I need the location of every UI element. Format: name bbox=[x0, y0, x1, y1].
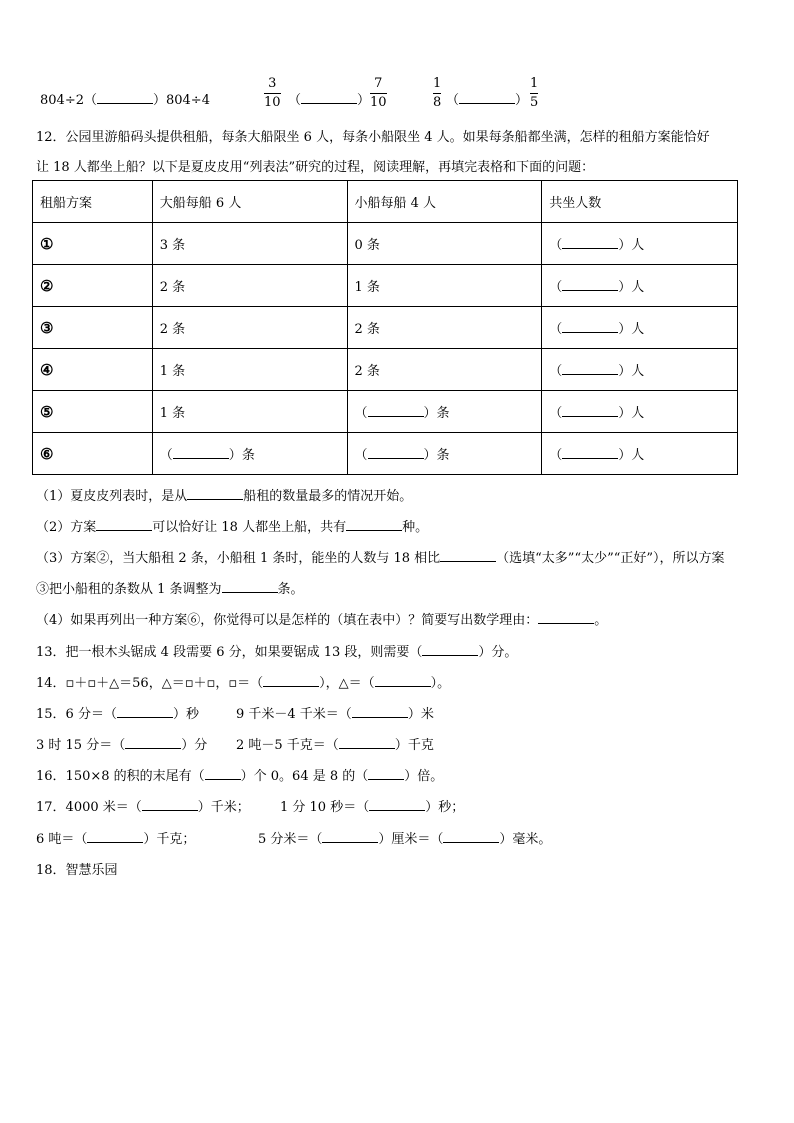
plan-number: ① bbox=[33, 223, 153, 265]
q12-text-line2: 让 18 人都坐上船？以下是夏皮皮用“列表法”研究的过程，阅读理解，再填完表格和下面的问题： bbox=[36, 160, 595, 175]
header-small-boat: 小船每船 4 人 bbox=[347, 181, 542, 223]
answer-blank[interactable] bbox=[352, 705, 408, 718]
compare-1-right: ）804÷4 bbox=[152, 93, 210, 108]
answer-blank[interactable] bbox=[322, 830, 378, 843]
small-boat-cell: （ ）条 bbox=[347, 433, 542, 475]
answer-blank[interactable] bbox=[346, 518, 402, 531]
answer-blank[interactable] bbox=[440, 549, 496, 562]
answer-blank[interactable] bbox=[375, 674, 431, 687]
answer-blank[interactable] bbox=[368, 446, 424, 459]
q15-line1-right: 9 千米－4 千米＝（ ）米 bbox=[236, 707, 434, 722]
answer-blank[interactable] bbox=[339, 736, 395, 749]
small-boat-cell: 2 条 bbox=[347, 349, 542, 391]
answer-blank[interactable] bbox=[96, 518, 152, 531]
big-boat-cell: （ ）条 bbox=[152, 433, 347, 475]
small-boat-cell: （ ）条 bbox=[347, 391, 542, 433]
q12-sub3-line1: （3）方案②，当大船租 2 条，小船租 1 条时，能坐的人数与 18 相比 （选填“太多”“太少”“正好”），所以方案 bbox=[36, 551, 725, 566]
small-boat-cell: 0 条 bbox=[347, 223, 542, 265]
answer-blank[interactable] bbox=[368, 767, 404, 780]
plan-number: ⑤ bbox=[33, 391, 153, 433]
answer-blank[interactable] bbox=[443, 830, 499, 843]
rental-table bbox=[32, 180, 738, 475]
compare-1-left: 804÷2（ bbox=[40, 93, 97, 108]
big-boat-cell: 2 条 bbox=[152, 265, 347, 307]
answer-blank[interactable] bbox=[222, 580, 278, 593]
answer-blank[interactable] bbox=[562, 320, 618, 333]
q12-sub3-line2: ③把小船租的条数从 1 条调整为 条。 bbox=[36, 582, 304, 597]
answer-blank[interactable] bbox=[562, 446, 618, 459]
table-row bbox=[33, 223, 738, 265]
small-boat-cell: 1 条 bbox=[347, 265, 542, 307]
fraction-3-10: 3 10 bbox=[264, 76, 281, 110]
compare-item-1 bbox=[40, 89, 210, 108]
q17-line2: 6 吨＝（ ）千克； bbox=[36, 832, 196, 847]
table-row bbox=[33, 349, 738, 391]
table-row bbox=[33, 307, 738, 349]
plan-number: ③ bbox=[33, 307, 153, 349]
total-cell: （ ）人 bbox=[542, 265, 738, 307]
answer-blank[interactable] bbox=[562, 362, 618, 375]
q12-sub2: （2）方案 可以恰好让 18 人都坐上船，共有 种。 bbox=[36, 520, 429, 535]
q17-line1: 17．4000 米＝（ ）千米； bbox=[36, 800, 250, 815]
compare-3-blank: （ ） bbox=[446, 93, 529, 108]
header-big-boat: 大船每船 6 人 bbox=[152, 181, 347, 223]
q15-line2-right: 2 吨－5 千克＝（ ）千克 bbox=[236, 738, 434, 753]
fraction-7-10: 7 10 bbox=[370, 76, 387, 110]
header-total: 共坐人数 bbox=[542, 181, 738, 223]
answer-blank[interactable] bbox=[97, 91, 153, 104]
answer-blank[interactable] bbox=[205, 767, 241, 780]
q15-line2: 3 时 15 分＝（ ）分 bbox=[36, 738, 208, 753]
q12-sub1: （1）夏皮皮列表时，是从 船租的数量最多的情况开始。 bbox=[36, 489, 413, 504]
q14: 14．▫＋▫＋△＝56，△＝▫＋▫，▫＝（ ），△＝（ ）。 bbox=[36, 676, 451, 691]
q12-sub4: （4）如果再列出一种方案⑥，你觉得可以是怎样的（填在表中）？简要写出数学理由： 。 bbox=[36, 613, 608, 628]
answer-blank[interactable] bbox=[368, 404, 424, 417]
total-cell: （ ）人 bbox=[542, 391, 738, 433]
fraction-1-8: 1 8 bbox=[433, 76, 442, 110]
fraction-1-5: 1 5 bbox=[530, 76, 539, 110]
answer-blank[interactable] bbox=[117, 705, 173, 718]
q17-line1-right: 1 分 10 秒＝（ ）秒； bbox=[280, 800, 465, 815]
q12-text-line1: 12．公园里游船码头提供租船，每条大船限坐 6 人，每条小船限坐 4 人。如果每条船都坐满，怎样的租船方案能恰好 bbox=[36, 130, 710, 145]
total-cell: （ ）人 bbox=[542, 307, 738, 349]
answer-blank[interactable] bbox=[369, 798, 425, 811]
answer-blank[interactable] bbox=[125, 736, 181, 749]
big-boat-cell: 2 条 bbox=[152, 307, 347, 349]
plan-number: ② bbox=[33, 265, 153, 307]
total-cell: （ ）人 bbox=[542, 433, 738, 475]
answer-blank[interactable] bbox=[562, 236, 618, 249]
big-boat-cell: 1 条 bbox=[152, 391, 347, 433]
plan-number: ④ bbox=[33, 349, 153, 391]
answer-blank[interactable] bbox=[562, 404, 618, 417]
total-cell: （ ）人 bbox=[542, 349, 738, 391]
answer-blank[interactable] bbox=[301, 91, 357, 104]
q18-title: 18．智慧乐园 bbox=[36, 863, 118, 878]
q16: 16．150×8 的积的末尾有（ ）个 0。64 是 8 的（ ）倍。 bbox=[36, 769, 444, 784]
answer-blank[interactable] bbox=[142, 798, 198, 811]
table-row bbox=[33, 265, 738, 307]
answer-blank[interactable] bbox=[459, 91, 515, 104]
table-header-row bbox=[33, 181, 738, 223]
answer-blank[interactable] bbox=[538, 611, 594, 624]
compare-2-blank: （ ） bbox=[288, 93, 371, 108]
answer-blank[interactable] bbox=[187, 487, 243, 500]
plan-number: ⑥ bbox=[33, 433, 153, 475]
small-boat-cell: 2 条 bbox=[347, 307, 542, 349]
answer-blank[interactable] bbox=[422, 643, 478, 656]
answer-blank[interactable] bbox=[87, 830, 143, 843]
big-boat-cell: 3 条 bbox=[152, 223, 347, 265]
total-cell: （ ）人 bbox=[542, 223, 738, 265]
big-boat-cell: 1 条 bbox=[152, 349, 347, 391]
answer-blank[interactable] bbox=[562, 278, 618, 291]
q15-line1: 15．6 分＝（ ）秒 bbox=[36, 707, 199, 722]
q13: 13．把一根木头锯成 4 段需要 6 分，如果要锯成 13 段，则需要（ ）分。 bbox=[36, 645, 518, 660]
answer-blank[interactable] bbox=[173, 446, 229, 459]
table-row bbox=[33, 391, 738, 433]
q17-line2-right: 5 分米＝（ ）厘米＝（ ）毫米。 bbox=[258, 832, 552, 847]
table-row bbox=[33, 433, 738, 475]
header-plan: 租船方案 bbox=[33, 181, 153, 223]
answer-blank[interactable] bbox=[263, 674, 319, 687]
